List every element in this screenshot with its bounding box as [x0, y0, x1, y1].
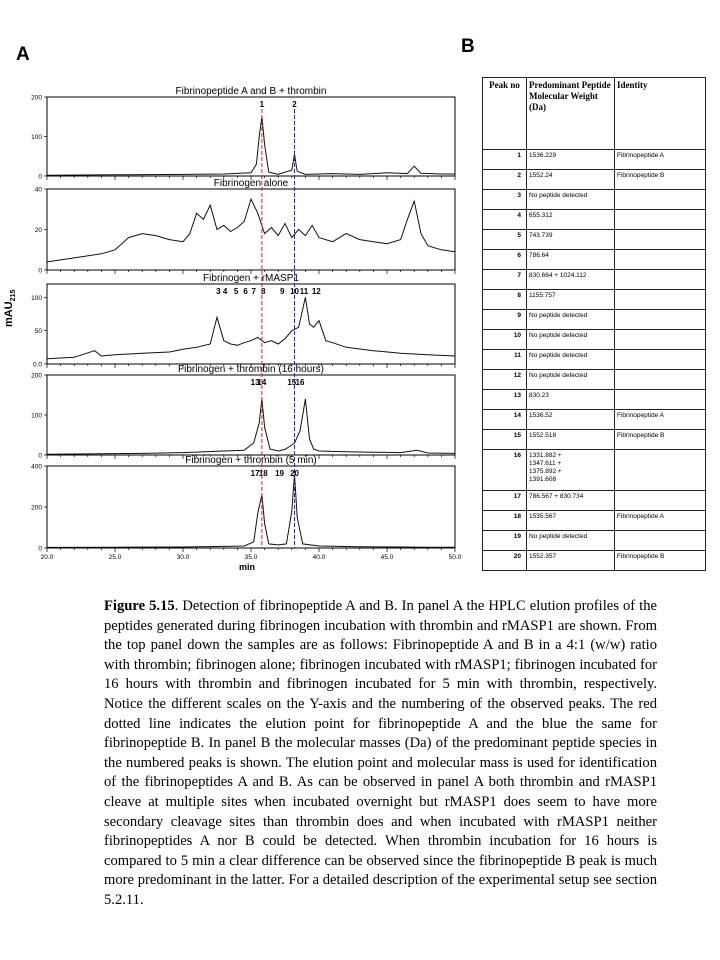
molecular-weight-cell: No peptide detected — [527, 190, 615, 210]
peak-label: 13 — [250, 378, 260, 387]
identity-cell — [615, 270, 706, 290]
x-tick-label: 30.0 — [176, 554, 190, 561]
table-row — [483, 150, 706, 170]
peak-label: 17 — [250, 469, 260, 478]
molecular-weight-cell: 830.23 — [527, 390, 615, 410]
molecular-weight-cell: 1536.52 — [527, 410, 615, 430]
figure-number: Figure 5.15 — [104, 598, 175, 614]
peak-label: 16 — [295, 378, 305, 387]
peak-no-cell: 19 — [483, 531, 527, 551]
identity-cell — [615, 370, 706, 390]
molecular-weight-cell: 830.664 + 1024.112 — [527, 270, 615, 290]
x-tick-label: 40.0 — [312, 554, 326, 561]
peak-no-cell: 3 — [483, 190, 527, 210]
table-row — [483, 270, 706, 290]
x-tick-label: 45.0 — [380, 554, 394, 561]
molecular-weight-cell: No peptide detected — [527, 370, 615, 390]
table-row — [483, 551, 706, 571]
peak-no-cell: 4 — [483, 210, 527, 230]
molecular-weight-cell: No peptide detected — [527, 350, 615, 370]
chart-title: Fibrinogen + thrombin (16 hours) — [178, 364, 324, 375]
plot-frame — [47, 375, 455, 455]
molecular-weight-cell: 1552.357 — [527, 551, 615, 571]
peak-label: 9 — [280, 287, 285, 296]
peak-label: 14 — [257, 378, 267, 387]
identity-cell — [615, 491, 706, 511]
identity-cell — [615, 390, 706, 410]
table-row — [483, 250, 706, 270]
x-axis-label: min — [239, 562, 256, 572]
table-row — [483, 430, 706, 450]
peak-label: 8 — [261, 287, 266, 296]
peak-label: 7 — [251, 287, 256, 296]
y-tick-label: 20 — [34, 227, 42, 234]
identity-cell — [615, 290, 706, 310]
table-row — [483, 350, 706, 370]
table-row — [483, 290, 706, 310]
y-tick-label: 200 — [31, 372, 42, 380]
header-molecular-weight: Predominant Peptide Molecular Weight (Da) — [527, 78, 615, 150]
peak-no-cell: 13 — [483, 390, 527, 410]
peak-no-cell: 7 — [483, 270, 527, 290]
identity-cell — [615, 310, 706, 330]
identity-cell — [615, 450, 706, 491]
chart-title: Fibrinogen + thrombin (5 min) — [185, 455, 317, 466]
y-tick-label: 100 — [31, 294, 42, 302]
chromatogram-trace — [47, 199, 455, 262]
table-row — [483, 190, 706, 210]
table-row — [483, 310, 706, 330]
peak-no-cell: 18 — [483, 511, 527, 531]
molecular-weight-cell: 786.64 — [527, 250, 615, 270]
peak-label: 19 — [275, 469, 285, 478]
table-row — [483, 531, 706, 551]
identity-cell: Fibrinopeptide A — [615, 150, 706, 170]
identity-cell: Fibrinopeptide B — [615, 170, 706, 190]
peak-no-cell: 2 — [483, 170, 527, 190]
molecular-weight-cell: 1536.229 — [527, 150, 615, 170]
peak-label: 6 — [243, 287, 248, 296]
identity-cell: Fibrinopeptide B — [615, 551, 706, 571]
peak-no-cell: 14 — [483, 410, 527, 430]
table-body — [483, 150, 706, 571]
x-tick-label: 25.0 — [108, 554, 122, 561]
peak-no-cell: 11 — [483, 350, 527, 370]
y-tick-label: 0 — [38, 545, 42, 553]
table-row — [483, 390, 706, 410]
peak-no-cell: 1 — [483, 150, 527, 170]
identity-cell — [615, 330, 706, 350]
identity-cell — [615, 350, 706, 370]
table-row — [483, 210, 706, 230]
molecular-weight-cell: 655.312 — [527, 210, 615, 230]
panel-a-label: A — [16, 44, 30, 65]
peak-label: 18 — [258, 469, 268, 478]
peak-no-cell: 6 — [483, 250, 527, 270]
molecular-weight-cell: 1155.757 — [527, 290, 615, 310]
molecular-weight-cell: 786.567 + 830.734 — [527, 491, 615, 511]
peak-label: 5 — [233, 287, 239, 296]
table-row — [483, 410, 706, 430]
peak-no-cell: 15 — [483, 430, 527, 450]
table-row — [483, 170, 706, 190]
y-tick-label: 0 — [38, 267, 42, 275]
molecular-weight-cell: No peptide detected — [527, 531, 615, 551]
table-row — [483, 511, 706, 531]
molecular-weight-cell: 743.739 — [527, 230, 615, 250]
caption-text: . Detection of fibrinopeptide A and B. In panel A the HPLC elution profiles of the peptides generated during fibrinogen incubation with thrombin and rMASP1 are shown. From the top panel down the samples are as follows: Fibrinopeptide A and B in a 4:1 (w/w) ratio with thrombin; fibrinogen alone; fibrinogen incubated with rMASP1; fibrinogen incubated for 16 hours with thrombin and fibrinogen incubated for 5 min with thrombin, respectively. Notice the different scales on the Y-axis and the numbering of the observed peaks. The red dotted line indicates the elution point for fibrinopeptide A and the blue the same for fibrinopeptide B. In panel B the molecular masses (Da) of the predominant peptide species in the numbered peaks is shown. The elution point and molecular mass is used for identification of the fibrinopeptides A and B. As can be observed in panel A both thrombin and rMASP1 cleave at multiple sites when incubated overnight but rMASP1 does seem to have more secondary cleavage sites than thrombin does and when incubated with rMASP1 neither fibrinopeptides A nor B could be detected. When thrombin incubation for 16 hours is compared to 5 min a clear difference can be observed since the fibrinopeptide B peak is much more predominant in the latter. For a detailed description of the experimental setup see section 5.2.11. — [104, 598, 657, 908]
peak-no-cell: 8 — [483, 290, 527, 310]
peak-no-cell: 9 — [483, 310, 527, 330]
identity-cell — [615, 190, 706, 210]
table-row — [483, 450, 706, 491]
molecular-weight-cell: 1552.24 — [527, 170, 615, 190]
plot-frame — [47, 284, 455, 364]
molecular-weight-cell: 1535.567 — [527, 511, 615, 531]
panel-b-label: B — [461, 36, 475, 57]
peak-label: 4 — [222, 287, 228, 296]
plot-frame — [47, 466, 455, 548]
identity-cell — [615, 250, 706, 270]
y-tick-label: 100 — [31, 412, 42, 420]
molecular-weight-cell: 1552.518 — [527, 430, 615, 450]
plot-frame — [47, 189, 455, 270]
y-tick-label: 200 — [31, 504, 42, 512]
plot-frame — [47, 97, 455, 176]
peak-no-cell: 16 — [483, 450, 527, 491]
figure-caption — [104, 597, 657, 911]
identity-cell: Fibrinopeptide A — [615, 511, 706, 531]
chromatogram-trace — [47, 399, 455, 454]
header-peak-no: Peak no — [483, 78, 527, 150]
chart-title: Fibrinogen alone — [213, 178, 289, 189]
x-tick-label: 35.0 — [244, 554, 258, 561]
peak-label: 10 — [290, 287, 299, 296]
peak-identity-table — [482, 77, 706, 571]
chart-title: Fibrinopeptide A and B + thrombin — [175, 86, 327, 97]
table-header-row — [483, 78, 706, 150]
y-tick-label: 200 — [31, 94, 42, 102]
table-row — [483, 330, 706, 350]
peak-label: 11 — [299, 287, 309, 296]
y-tick-label: 0 — [38, 173, 42, 181]
y-tick-label: 50 — [34, 328, 42, 336]
peak-label: 12 — [311, 287, 321, 296]
y-tick-label: 0 — [38, 452, 42, 460]
identity-cell — [615, 210, 706, 230]
chromatogram-stack — [0, 0, 470, 590]
identity-cell: Fibrinopeptide A — [615, 410, 706, 430]
y-tick-label: 40 — [34, 186, 42, 194]
peak-label: 3 — [216, 287, 221, 296]
peak-label: 1 — [259, 100, 265, 109]
chromatogram-trace — [47, 474, 455, 547]
peak-no-cell: 20 — [483, 551, 527, 571]
header-identity: Identity — [615, 78, 706, 150]
peak-label: 15 — [287, 378, 297, 387]
y-axis-label: mAU$_{215}$ — [3, 289, 18, 327]
identity-cell — [615, 531, 706, 551]
y-tick-label: 0.0 — [32, 361, 42, 369]
table-row — [483, 491, 706, 511]
peak-no-cell: 5 — [483, 230, 527, 250]
molecular-weight-cell: No peptide detected — [527, 330, 615, 350]
peak-no-cell: 17 — [483, 491, 527, 511]
chromatogram-trace — [47, 117, 455, 175]
y-tick-label: 400 — [31, 463, 42, 471]
identity-cell — [615, 230, 706, 250]
peak-label: 20 — [290, 469, 299, 478]
chromatogram-trace — [47, 297, 455, 358]
y-tick-label: 100 — [31, 134, 42, 141]
peak-no-cell: 12 — [483, 370, 527, 390]
peak-no-cell: 10 — [483, 330, 527, 350]
identity-cell: Fibrinopeptide B — [615, 430, 706, 450]
table-row — [483, 230, 706, 250]
molecular-weight-cell: No peptide detected — [527, 310, 615, 330]
table-row — [483, 370, 706, 390]
peak-label: 2 — [292, 100, 297, 109]
chart-title: Fibrinogen + rMASP1 — [203, 273, 299, 284]
x-tick-label: 50.0 — [448, 554, 462, 561]
molecular-weight-cell: 1331.882 + 1347.611 + 1375.892 + 1391.608 — [527, 450, 615, 491]
x-tick-label: 20.0 — [40, 554, 54, 561]
